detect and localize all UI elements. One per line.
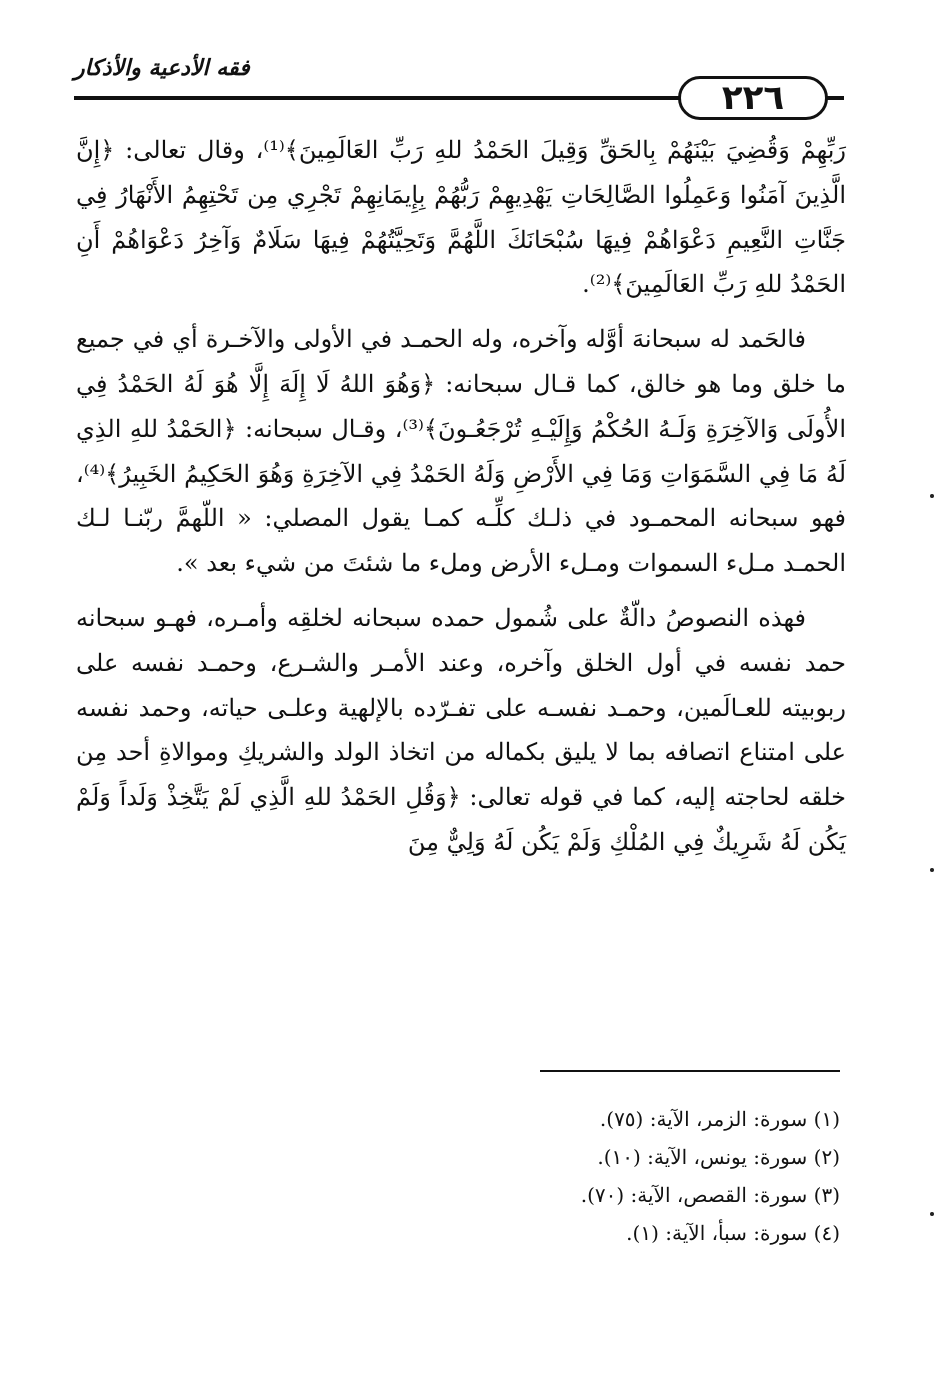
footnote-2: (٢) سورة: يونس، الآية: (١٠).	[597, 1145, 840, 1169]
page-number: ٢٢٦	[721, 78, 785, 118]
page-header	[74, 52, 844, 122]
footnote-3: (٣) سورة: القصص، الآية: (٧٠).	[580, 1183, 840, 1207]
margin-dot	[930, 868, 934, 872]
page-number-badge	[678, 76, 828, 120]
book-title: فقه الأدعية والأذكار	[74, 56, 250, 81]
footnote-4: (٤) سورة: سبأ، الآية: (١).	[626, 1221, 840, 1245]
margin-dot	[930, 1212, 934, 1216]
paragraph-3: فهذه النصوصُ دالّةٌ على شُمول حمده سبحانه لخلقِه وأمـره، فهـو سبحانه حمد نفسه في أول الخلق وآخره، وعند الأمـر والشـرع، وحمـد نفسه على ربوبيته للعـالَمين، وحمـد نفسـه على تفـرّده بالإلهية وعلـى حياته، وحمد نفسه على امتناع اتصافه بما لا يليق بكماله من اتخاذ الولد والشريكِ وموالاةِ أحد مِن خلقه لحاجته إليه، كما في قوله تعالى: ﴿وَقُلِ الحَمْدُ للهِ الَّذِي لَمْ يَتَّخِذْ وَلَداً وَلَمْ يَكُن لَهُ شَرِيكٌ فِي المُلْكِ وَلَمْ يَكُن لَهُ وَلِيٌّ مِنَ	[76, 603, 846, 856]
footnote-separator	[540, 1070, 840, 1072]
footnote-1: (١) سورة: الزمر، الآية: (٧٥).	[599, 1107, 840, 1131]
footnotes	[76, 1100, 840, 1252]
margin-dot	[930, 494, 934, 498]
paragraph-1: رَبِّهِمْ وَقُضِيَ بَيْنَهُمْ بِالحَقِّ وَقِيلَ الحَمْدُ للهِ رَبِّ العَالَمِينَ﴾⁽¹⁾، وقال تعالى: ﴿إِنَّ الَّذِينَ آمَنُوا وَعَمِلُوا الصَّالِحَاتِ يَهْدِيهِمْ رَبُّهُمْ بِإِيمَانِهِمْ تَجْرِي مِن تَحْتِهِمُ الأَنْهَارُ فِي جَنَّاتِ النَّعِيمِ دَعْوَاهُمْ فِيهَا سُبْحَانَكَ اللَّهُمَّ وَتَحِيَّتُهُمْ فِيهَا سَلَامٌ وَآخِرُ دَعْوَاهُمْ أَنِ الحَمْدُ للهِ رَبِّ العَالَمِينَ﴾⁽²⁾.	[76, 136, 846, 299]
main-text	[76, 128, 846, 865]
paragraph-2: فالحَمد له سبحانهَ أوَّله وآخره، وله الحمـد في الأولى والآخـرة أي في جميع ما خلق وما هو خالق، كما قـال سبحانه: ﴿وَهُوَ اللهُ لَا إِلَهَ إِلَّا هُوَ لَهُ الحَمْدُ فِي الأُولَى وَالآخِرَةِ وَلَـهُ الحُكْمُ وَإِلَيْـهِ تُرْجَعُـونَ﴾⁽³⁾، وقـال سبحانه: ﴿الحَمْدُ للهِ الذِي لَهُ مَا فِي السَّمَوَاتِ وَمَا فِي الأَرْضِ وَلَهُ الحَمْدُ فِي الآخِرَةِ وَهُوَ الحَكِيمُ الخَبِيرُ﴾⁽⁴⁾، فهو سبحانه المحمـود في ذلـك كلِّـه كمـا يقول المصلي: « اللّهمَّ ربّنـا لـك الحمـد مـلء السموات ومـلء الأرض وملء ما شئتَ من شيء بعد ».	[76, 325, 847, 578]
